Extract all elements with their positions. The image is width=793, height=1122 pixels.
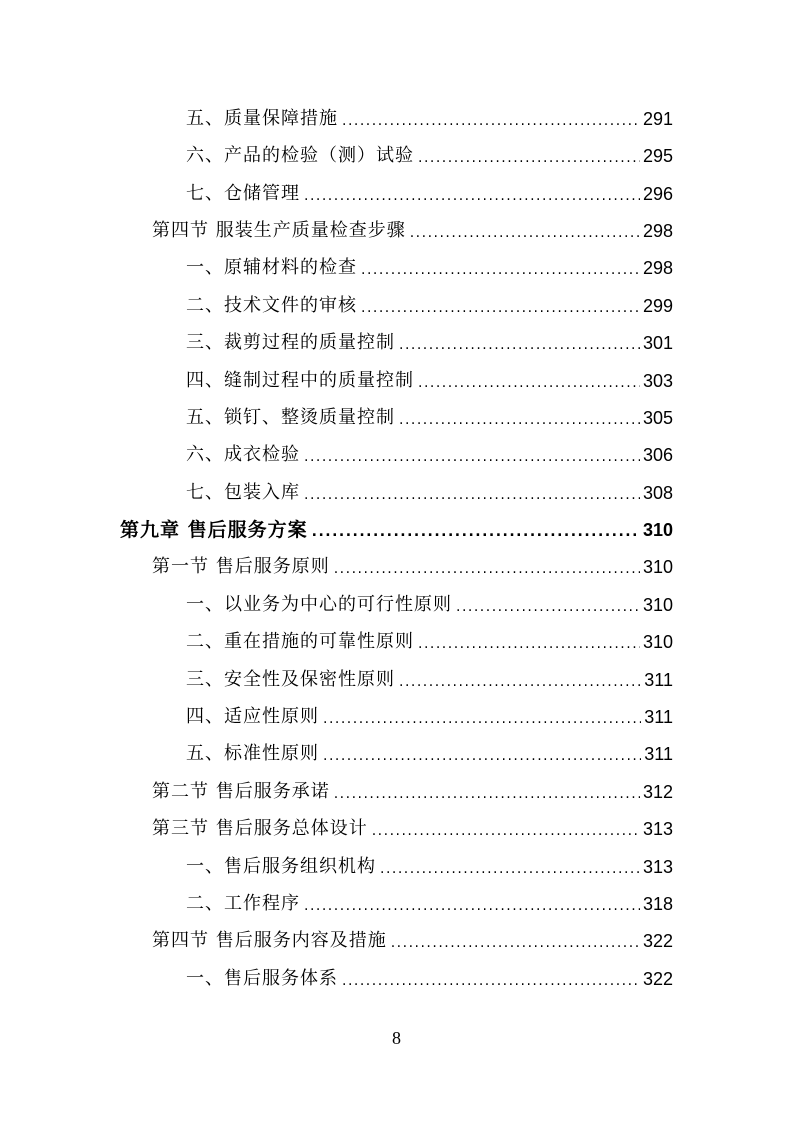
toc-leader-dots [323, 704, 641, 734]
toc-entry[interactable] [186, 366, 673, 396]
toc-entry-label: 第三节 售后服务总体设计 [152, 818, 368, 839]
page-number: 8 [392, 1028, 401, 1048]
toc-leader-dots [361, 293, 640, 323]
toc-entry[interactable] [152, 777, 673, 807]
toc-entry-label: 第四节 售后服务内容及措施 [152, 930, 387, 951]
toc-entry-page: 301 [642, 333, 673, 353]
toc-entry[interactable] [152, 552, 673, 582]
toc-leader-dots [304, 181, 640, 211]
toc-leader-dots [342, 966, 640, 996]
toc-entry-label: 一、售后服务组织机构 [186, 856, 376, 877]
toc-entry[interactable] [186, 478, 673, 508]
toc-entry-page: 299 [642, 296, 673, 316]
toc-entry-label: 四、适应性原则 [186, 706, 319, 727]
toc-entry[interactable] [186, 739, 673, 769]
toc-entry-label: 六、成衣检验 [186, 444, 300, 465]
toc-leader-dots [410, 218, 640, 248]
toc-entry[interactable] [152, 926, 673, 956]
toc-entry-label: 二、工作程序 [186, 893, 300, 914]
toc-entry[interactable] [186, 403, 673, 433]
toc-leader-dots [418, 143, 640, 173]
toc-leader-dots [456, 592, 640, 622]
toc-entry-label: 一、以业务为中心的可行性原则 [186, 594, 452, 615]
toc-entry-label: 四、缝制过程中的质量控制 [186, 370, 414, 391]
toc-entry-page: 312 [642, 782, 673, 802]
toc-entry-page: 310 [642, 520, 673, 540]
toc-leader-dots [304, 480, 640, 510]
toc-entry-page: 322 [642, 931, 673, 951]
toc-entry-label: 二、技术文件的审核 [186, 295, 357, 316]
toc-entry-page: 298 [642, 221, 673, 241]
toc-entry[interactable] [186, 590, 673, 620]
toc-leader-dots [418, 368, 640, 398]
toc-entry-page: 313 [642, 857, 673, 877]
toc-entry[interactable] [186, 852, 673, 882]
toc-entry-label: 二、重在措施的可靠性原则 [186, 631, 414, 652]
toc-entry[interactable] [152, 216, 673, 246]
toc-entry[interactable] [186, 964, 673, 994]
toc-leader-dots [304, 442, 640, 472]
toc-entry-page: 308 [642, 483, 673, 503]
toc-entry-label: 五、锁钉、整烫质量控制 [186, 407, 395, 428]
toc-entry-page: 296 [642, 184, 673, 204]
toc-leader-dots [334, 554, 640, 584]
toc-entry-page: 313 [642, 819, 673, 839]
toc-leader-dots [361, 255, 640, 285]
toc-entry[interactable] [186, 627, 673, 657]
toc-entry-page: 318 [642, 894, 673, 914]
toc-entry-label: 五、标准性原则 [186, 743, 319, 764]
toc-entry-label: 第二节 售后服务承诺 [152, 781, 330, 802]
toc-entry[interactable] [186, 179, 673, 209]
toc-entry[interactable] [186, 702, 673, 732]
toc-leader-dots [334, 779, 640, 809]
toc-entry[interactable] [186, 291, 673, 321]
toc-entry-page: 322 [642, 969, 673, 989]
toc-entry-label: 一、售后服务体系 [186, 968, 338, 989]
toc-entry-page: 303 [642, 371, 673, 391]
toc-entry-label: 七、仓储管理 [186, 183, 300, 204]
toc-entry-page: 298 [642, 258, 673, 278]
toc-leader-dots [323, 741, 641, 771]
toc-entry-label: 第一节 售后服务原则 [152, 556, 330, 577]
toc-entry-page: 291 [642, 109, 673, 129]
toc-entry-label: 三、安全性及保密性原则 [186, 669, 395, 690]
toc-leader-dots [418, 629, 640, 659]
toc-leader-dots [372, 816, 640, 846]
toc-leader-dots [399, 405, 640, 435]
toc-entry-label: 七、包装入库 [186, 482, 300, 503]
toc-entry[interactable] [186, 141, 673, 171]
toc-leader-dots [342, 106, 640, 136]
toc-entry-page: 310 [642, 632, 673, 652]
toc-entry-page: 310 [642, 557, 673, 577]
toc-entry-page: 311 [644, 744, 673, 764]
toc-entry-label: 第四节 服装生产质量检查步骤 [152, 220, 406, 241]
toc-entry[interactable] [186, 328, 673, 358]
toc-leader-dots [380, 854, 640, 884]
toc-entry-label: 一、原辅材料的检查 [186, 257, 357, 278]
toc-entry[interactable] [186, 665, 673, 695]
toc-leader-dots [304, 891, 640, 921]
toc-entry-page: 311 [644, 707, 673, 727]
toc-entry-label: 三、裁剪过程的质量控制 [186, 332, 395, 353]
toc-entry[interactable] [186, 440, 673, 470]
toc-leader-dots [312, 517, 640, 547]
toc-entry[interactable] [186, 889, 673, 919]
toc-entry-label: 五、质量保障措施 [186, 108, 338, 129]
toc-leader-dots [399, 330, 640, 360]
toc-entry-page: 305 [642, 408, 673, 428]
toc-entry[interactable] [186, 253, 673, 283]
toc-leader-dots [391, 928, 640, 958]
toc-entry-page: 311 [644, 670, 673, 690]
toc-entry[interactable] [152, 814, 673, 844]
toc-entry-page: 310 [642, 595, 673, 615]
toc-leader-dots [399, 667, 641, 697]
toc-entry-label: 第九章 售后服务方案 [120, 519, 308, 541]
toc-entry-page: 306 [642, 445, 673, 465]
toc-entry-page: 295 [642, 146, 673, 166]
toc-entry[interactable] [186, 104, 673, 134]
toc-entry-label: 六、产品的检验（测）试验 [186, 145, 414, 166]
toc-chapter-entry[interactable] [120, 515, 673, 545]
